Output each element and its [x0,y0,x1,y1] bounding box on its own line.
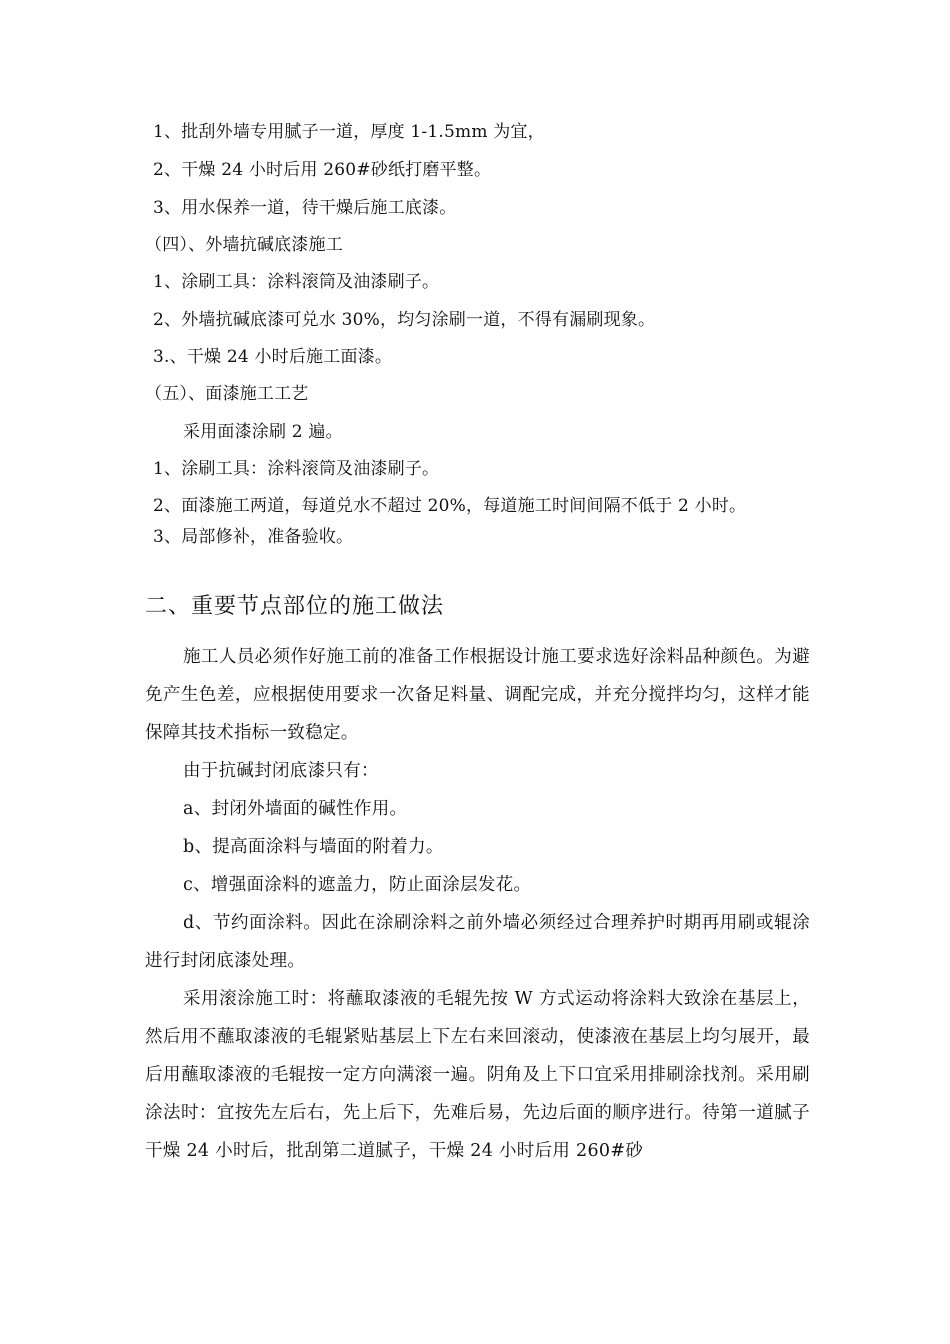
step-line: 采用面漆涂刷 2 遍。 [183,422,343,442]
step-line: 2、干燥 24 小时后用 260#砂纸打磨平整。 [153,160,492,180]
body-paragraph: 由于抗碱封闭底漆只有： [183,761,379,781]
step-line: 3、用水保养一道，待干燥后施工底漆。 [153,198,457,218]
list-item: a、封闭外墙面的碱性作用。 [183,799,408,819]
subsection-title: （四）、外墙抗碱底漆施工 [145,235,343,255]
body-paragraph: 施工人员必须作好施工前的准备工作根据设计施工要求选好涂料品种颜色。为避免产生色差，应根据使用要求一次备足料量、调配完成，并充分搅拌均匀，这样才能保障其技术指标一致稳定。 [145,647,810,743]
step-line: 1、涂刷工具：涂料滚筒及油漆刷子。 [153,272,440,292]
step-line: 2、外墙抗碱底漆可兑水 30%，均匀涂刷一道，不得有漏刷现象。 [153,310,656,330]
list-item: c、增强面涂料的遮盖力，防止面涂层发花。 [183,875,532,895]
list-item: b、提高面涂料与墙面的附着力。 [183,837,444,857]
step-line: 2、面漆施工两道，每道兑水不超过 20%，每道施工时间间隔不低于 2 小时。 [153,496,747,516]
step-line: 3、局部修补，准备验收。 [153,527,354,547]
section-heading: 二、重要节点部位的施工做法 [145,594,445,619]
step-line: 1、涂刷工具：涂料滚筒及油漆刷子。 [153,459,440,479]
body-paragraph: 采用滚涂施工时：将蘸取漆液的毛辊先按 W 方式运动将涂料大致涂在基层上，然后用不蘸取漆液的毛辊紧贴基层上下左右来回滚动，使漆液在基层上均匀展开，最后用蘸取漆液的毛辊按一定方向满滚一遍。阴角及上下口宜采用排刷涂找剂。采用刷涂法时：宜按先左后右，先上后下，先难后易，先边后面的顺序进行。待第一道腻子干燥 24 小时后，批刮第二道腻子，干燥 24 小时后用 260#砂 [145,989,810,1161]
step-line: 1、批刮外墙专用腻子一道，厚度 1-1.5mm 为宜， [153,122,545,142]
step-line: 3.、干燥 24 小时后施工面漆。 [153,347,393,367]
subsection-title: （五）、面漆施工工艺 [145,384,309,404]
list-item: d、节约面涂料。因此在涂刷涂料之前外墙必须经过合理养护时期再用刷或辊涂进行封闭底漆处理。 [145,913,810,971]
